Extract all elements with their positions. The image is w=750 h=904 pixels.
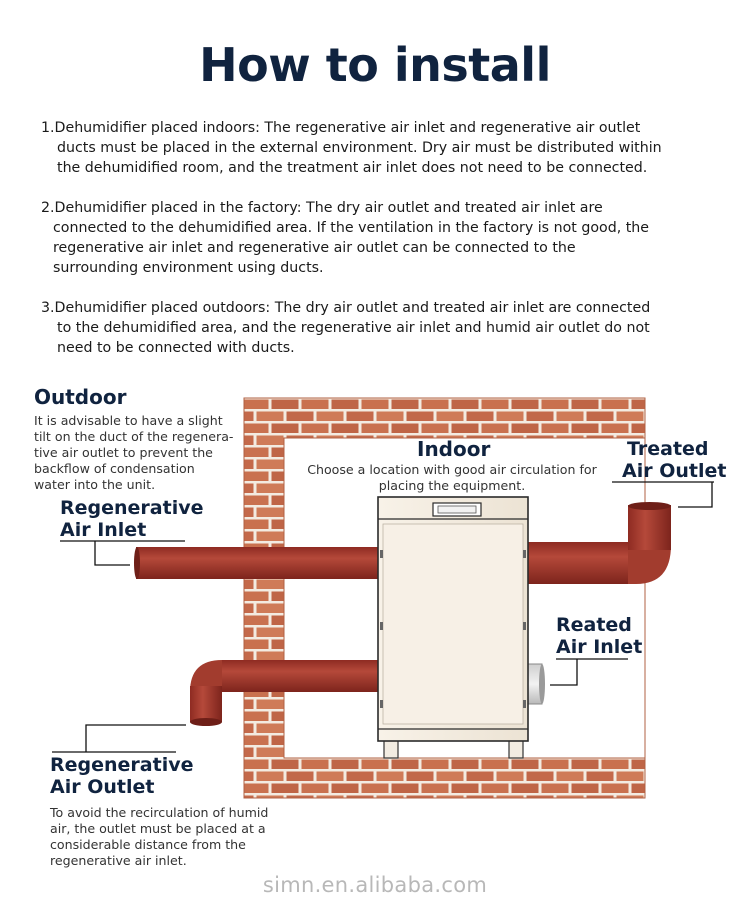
leader-reated-inlet-drop [550,659,577,685]
dehumidifier-unit [378,497,528,758]
regen-outlet-duct-drop [190,686,222,722]
watermark: simn.en.alibaba.com [262,873,488,897]
outdoor-note-line: tive air outlet to prevent the [34,445,213,460]
outdoor-heading: Outdoor [34,385,127,409]
regen-outlet-duct-mouth [190,718,222,726]
instruction-1-line-2: ducts must be placed in the external environment. Dry air must be distributed within [57,140,662,156]
instruction-3-line-1: 3.Dehumidifier placed outdoors: The dry air outlet and treated air inlet are connected [41,300,651,316]
outdoor-note [34,413,233,493]
regen-outlet-note-line: air, the outlet must be placed at a [50,821,266,836]
indoor-note [300,462,604,494]
treated-inlet-stub-mouth [539,664,545,704]
treated-outlet-riser [628,505,671,550]
instruction-2-line-1: 2.Dehumidifier placed in the factory: The dry air outlet and treated air inlet are [41,200,603,216]
leader-regen-inlet-drop [95,541,130,565]
page-title: How to install [199,38,551,92]
regen-outlet-note-line: regenerative air inlet. [50,853,187,868]
indoor-note-line: Choose a location with good air circulation for [307,462,597,477]
regen-outlet-label [50,754,193,798]
outdoor-note-line: It is advisable to have a slight [34,413,223,428]
instruction-2-line-4: surrounding environment using ducts. [53,260,324,276]
regen-inlet-label [60,497,203,541]
indoor-heading: Indoor [417,437,491,461]
regen-outlet-note [50,805,268,869]
indoor-note-line: placing the equipment. [378,478,526,493]
reated-inlet-label [556,614,642,658]
treated-outlet-mouth [628,502,671,510]
regen-inlet-label-line: Regenerative [60,497,204,519]
instruction-2-line-2: connected to the dehumidified area. If the ventilation in the factory is not good, the [53,220,650,236]
regen-inlet-label-line: Air Inlet [60,519,147,541]
reated-inlet-label-line: Reated [556,614,632,636]
treated-outlet-duct [528,542,636,584]
reated-inlet-label-line: Air Inlet [556,636,643,658]
instruction-2-line-3: regenerative air inlet and regenerative air outlet can be connected to the [53,240,576,256]
instruction-1-line-1: 1.Dehumidifier placed indoors: The regenerative air inlet and regenerative air outlet [41,120,641,136]
treated-outlet-label-line: Air Outlet [622,460,727,482]
regen-outlet-label-line: Regenerative [50,754,194,776]
outdoor-note-line: tilt on the duct of the regenera- [34,429,234,444]
regen-inlet-duct [136,547,378,579]
treated-outlet-label-line: Treated [627,438,709,460]
regen-outlet-note-line: considerable distance from the [50,837,246,852]
leader-regen-outlet-rise [86,725,186,752]
instruction-1-line-3: the dehumidified room, and the treatment air inlet does not need to be connected. [57,160,648,176]
instruction-3-line-2: to the dehumidified area, and the regenerative air inlet and humid air outlet do not [57,320,650,336]
outdoor-note-line: water into the unit. [34,477,156,492]
leader-treated-outlet-drop [678,482,712,507]
regen-outlet-label-line: Air Outlet [50,776,155,798]
regen-outlet-duct-body [222,660,378,692]
treated-outlet-label [622,438,726,482]
regen-inlet-duct-mouth [134,547,140,579]
instruction-3-line-3: need to be connected with ducts. [57,340,295,356]
outdoor-note-line: backflow of condensation [34,461,195,476]
regen-outlet-note-line: To avoid the recirculation of humid [50,805,269,820]
